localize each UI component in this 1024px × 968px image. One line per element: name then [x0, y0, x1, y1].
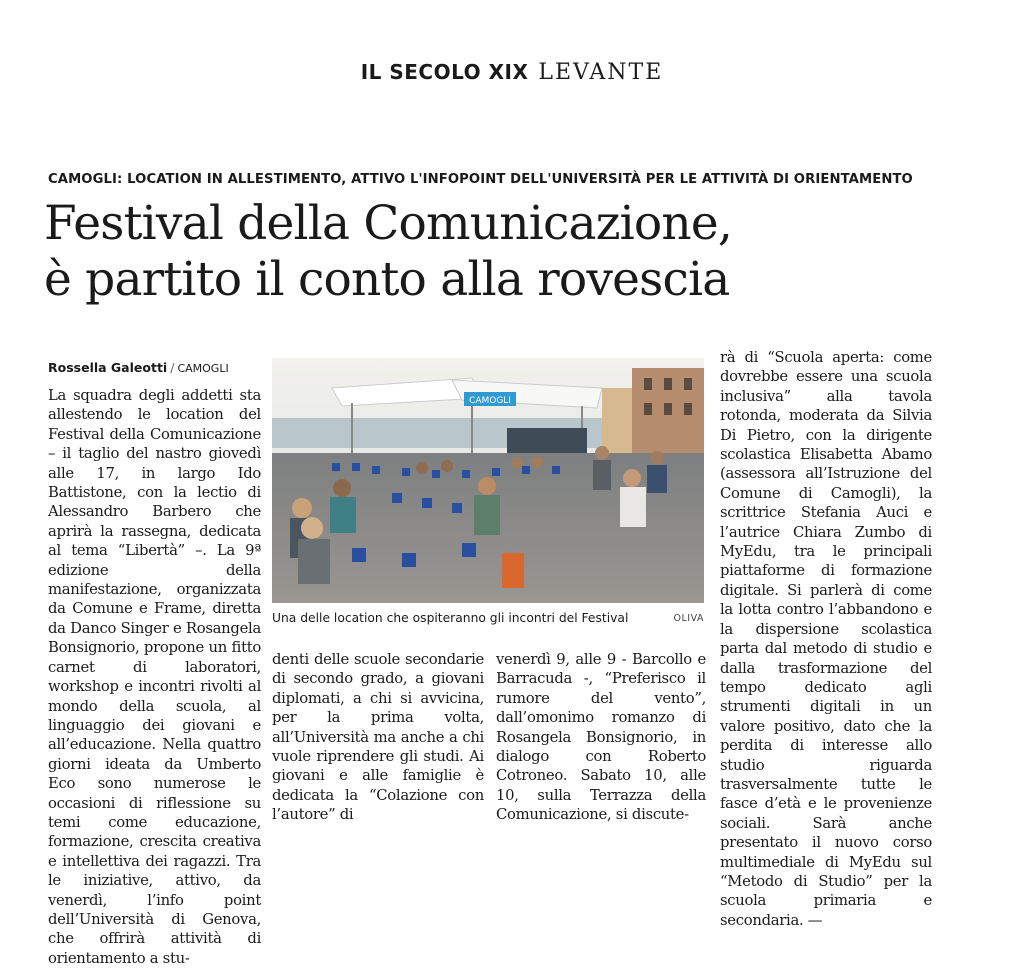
headline-line-2: è partito il conto alla rovescia	[44, 252, 730, 307]
masthead-brand: IL SECOLO XIX	[360, 60, 529, 84]
photo-caption	[272, 611, 704, 625]
byline-author: Rossella Galeotti	[48, 360, 168, 375]
byline-place: CAMOGLI	[177, 362, 229, 375]
byline-separator: /	[170, 360, 175, 375]
body-text-4: rà di “Scuola aperta: come dovrebbe essere una scuola inclusiva” alla tavola rotonda, moderata da Silvia Di Pietro, con la dirigente scolastica Elisabetta Abamo (assessora all’Istruzione del Comune di Camogli), la scrittrice Stefania Auci e l’autrice Chiara Zumbo di MyEdu, tra le principali piattaforme di formazione digitale. Si parlerà di come la lotta contro l’abbandono e la dispersione scolastica parta dal metodo di studio e dalla trasformazione del tempo dedicato agli strumenti digitali in un valore positivo, dato che la perdita di interesse allo studio riguarda trasversalmente tutte le fasce d’età e le provenienze sociali. Sarà anche presentato il nuovo corso multimediale di MyEdu sul “Metodo di Studio” per la scuola primaria e secondaria. —	[720, 349, 932, 929]
photo-banner-text: CAMOGLI	[469, 396, 511, 406]
body-text-3: venerdì 9, alle 9 - Barcollo e Barracuda -, “Preferisco il rumore del vento”, dall’omonimo romanzo di Rosangela Bonsignorio, in dialogo con Roberto Cotroneo. Sabato 10, alle 10, sulla Terrazza della Comunicazione, si discute-	[496, 651, 706, 824]
photo-credit: OLIVA	[673, 613, 704, 624]
body-column-3	[496, 650, 706, 825]
headline-line-1: Festival della Comunicazione,	[44, 196, 733, 251]
masthead	[0, 60, 1024, 85]
article-kicker: CAMOGLI: LOCATION IN ALLESTIMENTO, ATTIVO L'INFOPOINT DELL'UNIVERSITÀ PER LE ATTIVITÀ DI ORIENTAMENTO	[48, 172, 913, 187]
article-photo	[272, 358, 704, 603]
photo-caption-text: Una delle location che ospiteranno gli incontri del Festival	[272, 611, 629, 625]
body-text-2: denti delle scuole secondarie di secondo grado, a giovani diplomati, a chi si avvicina, per la prima volta, all’Università ma anche a chi vuole riprendere gli studi. Ai giovani e alle famiglie è dedicata la “Colazione con l’autore” di	[272, 651, 484, 824]
body-column-2	[272, 650, 484, 825]
body-column-4	[720, 348, 932, 930]
byline	[48, 360, 229, 375]
article-headline	[44, 196, 944, 308]
festival-photo-illustration	[272, 358, 704, 603]
body-text-1: La squadra degli addetti sta allestendo le location del Festival della Comunicazione – il taglio del nastro giovedì alle 17, in largo Ido Battistone, con la lectio di Alessandro Barbero che aprirà la rassegna, dedicata al tema “Libertà” –. La 9ª edizione della manifestazione, organizzata da Comune e Frame, diretta da Danco Singer e Rosangela Bonsignorio, propone un fitto carnet di laboratori, workshop e incontri rivolti al mondo della scuola, al linguaggio dei giovani e all’educazione. Nella quattro giorni ideata da Umberto Eco sono numerose le occasioni di riflessione su temi come educazione, formazione, crescita creativa e intellettiva dei ragazzi. Tra le iniziative, attivo, da venerdì, l’info point dell’Università di Genova, che offrirà attività di orientamento a stu-	[48, 387, 261, 967]
body-column-1	[48, 386, 261, 968]
masthead-edition: LEVANTE	[538, 60, 664, 85]
